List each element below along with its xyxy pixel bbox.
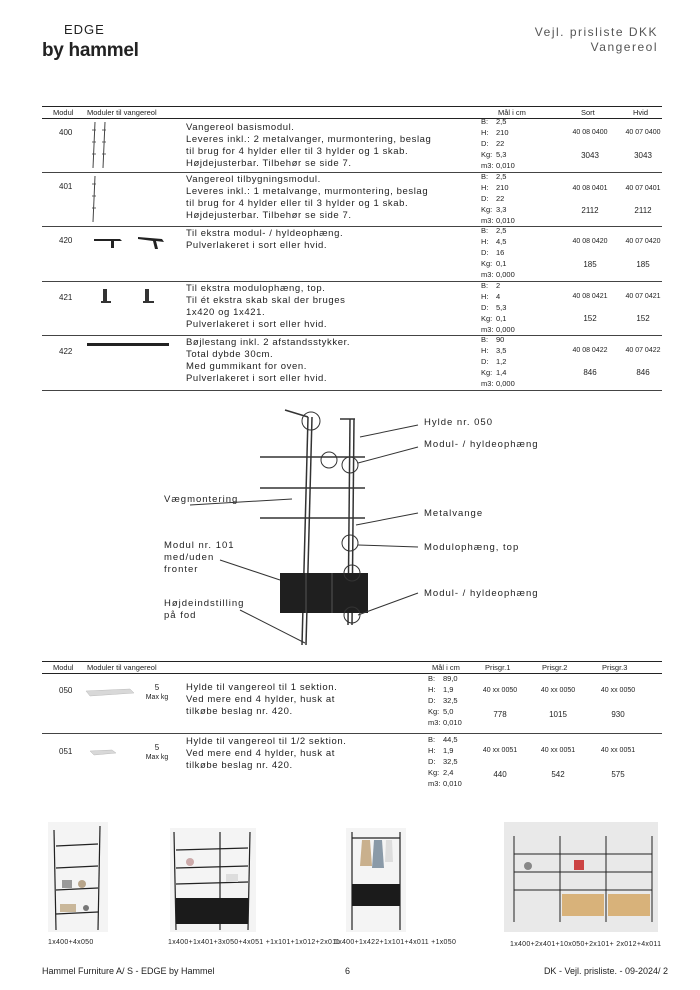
price-hvid: 185 — [636, 260, 650, 269]
photo-config-2 — [170, 828, 256, 932]
table-row — [42, 281, 662, 336]
modul-number: 051 — [59, 747, 73, 756]
max-kg-value: 5 — [154, 683, 160, 692]
table-row — [42, 335, 662, 391]
modul-number: 420 — [59, 236, 73, 245]
art-no-sort: 40 08 0400 — [572, 129, 608, 136]
col-modul: Modul — [53, 108, 74, 117]
label-modul-101: Modul nr. 101 med/uden fronter — [164, 540, 235, 575]
photo-caption-2: 1x400+1x401+3x050+4x051 +1x101+1x012+2x011 — [168, 939, 341, 946]
shelf-050-icon — [82, 687, 137, 701]
col-prisgr2: Prisgr.2 — [542, 663, 568, 672]
price-prisgr3: 930 — [611, 710, 625, 719]
col-sort: Sort — [581, 108, 595, 117]
table-row — [42, 172, 662, 227]
table-row — [42, 226, 662, 282]
modul-number: 421 — [59, 293, 73, 302]
col-moduler: Moduler til vangereol — [87, 108, 157, 117]
price-prisgr2: 542 — [551, 770, 565, 779]
col-prisgr3: Prisgr.3 — [602, 663, 628, 672]
col-hvid: Hvid — [633, 108, 649, 117]
art-no-sort: 40 08 0422 — [572, 347, 608, 354]
shelf-051-icon — [86, 747, 121, 759]
price-prisgr1: 440 — [493, 770, 507, 779]
modul-number: 050 — [59, 686, 73, 695]
brand-logo: by hammel — [42, 40, 139, 61]
modul-description: Vangereol basismodul. Leveres inkl.: 2 metalvanger, murmontering, beslag til brug for 4 hylder eller til 3 hylder og 1 skab. Højdejusterbar. Tilbehør se side 7. — [186, 122, 432, 169]
modul-number: 422 — [59, 347, 73, 356]
art-no-prisgr2: 40 xx 0051 — [540, 747, 576, 754]
modul-400-icon — [87, 120, 117, 170]
modul-number: 401 — [59, 182, 73, 191]
modul-dimensions: B: 2,5 H: 4,5 D: 16 Kg: 0,1 m3: 0,000 — [481, 226, 515, 279]
max-kg-label: Max kg — [145, 694, 169, 701]
modul-401-icon — [87, 174, 117, 224]
brand-edge: EDGE — [64, 22, 105, 37]
max-kg-label: Max kg — [145, 754, 169, 761]
art-no-hvid: 40 07 0400 — [625, 129, 661, 136]
col-mal: Mål i cm — [498, 108, 526, 117]
price-hvid: 3043 — [634, 151, 652, 160]
price-hvid: 846 — [636, 368, 650, 377]
price-prisgr3: 575 — [611, 770, 625, 779]
footer-company: Hammel Furniture A/ S - EDGE by Hammel — [42, 966, 215, 976]
modul-number: 400 — [59, 128, 73, 137]
art-no-hvid: 40 07 0421 — [625, 293, 661, 300]
modul-description: Til ekstra modul- / hyldeophæng. Pulverlakeret i sort eller hvid. — [186, 228, 344, 251]
modul-dimensions: B: 44,5 H: 1,9 D: 32,5 Kg: 2,4 m3: 0,010 — [428, 735, 462, 788]
photo-caption-1: 1x400+4x050 — [48, 939, 94, 946]
product-table-1 — [42, 106, 662, 391]
label-metalvange: Metalvange — [424, 508, 484, 519]
footer-doc-info: DK - Vejl. prisliste. - 09-2024/ 2 — [543, 966, 668, 976]
photo-config-1 — [48, 822, 108, 932]
art-no-prisgr3: 40 xx 0051 — [600, 747, 636, 754]
bracket-420-icon — [92, 234, 182, 254]
label-vaegmontering: Vægmontering — [164, 494, 239, 505]
price-sort: 3043 — [581, 151, 599, 160]
bracket-421-icon — [97, 287, 167, 307]
price-sort: 185 — [583, 260, 597, 269]
modul-description: Hylde til vangereol til 1 sektion. Ved mere end 4 hylder, husk at tilkøbe beslag nr. 420. — [186, 682, 338, 717]
header-subtitle: Vangereol — [590, 40, 658, 54]
photo-caption-4: 1x400+2x401+10x050+2x101+ 2x012+4x011 — [510, 941, 662, 948]
header-title: Vejl. prisliste DKK — [534, 25, 658, 39]
art-no-prisgr1: 40 xx 0050 — [482, 687, 518, 694]
table-row — [42, 118, 662, 173]
col-mal: Mål i cm — [432, 663, 460, 672]
art-no-hvid: 40 07 0422 — [625, 347, 661, 354]
label-modul-hyldeophaeng: Modul- / hyldeophæng — [424, 439, 539, 450]
modul-description: Vangereol tilbygningsmodul. Leveres inkl.: 1 metalvange, murmontering, beslag til brug for 4 hylder eller til 3 hylder og 1 skab. Højdejusterbar. Tilbehør se side 7. — [186, 174, 429, 221]
modul-description: Til ekstra modulophæng, top. Til ét ekstra skab skal der bruges 1x420 og 1x421. Pulverlakeret i sort eller hvid. — [186, 283, 346, 330]
modul-dimensions: B: 2,5 H: 210 D: 22 Kg: 3,3 m3: 0,010 — [481, 172, 515, 225]
art-no-prisgr1: 40 xx 0051 — [482, 747, 518, 754]
modul-dimensions: B: 2 H: 4 D: 5,3 Kg: 0,1 m3: 0,000 — [481, 281, 515, 334]
art-no-hvid: 40 07 0420 — [625, 238, 661, 245]
art-no-sort: 40 08 0420 — [572, 238, 608, 245]
photo-config-3 — [346, 828, 406, 932]
price-prisgr1: 778 — [493, 710, 507, 719]
col-prisgr1: Prisgr.1 — [485, 663, 511, 672]
art-no-hvid: 40 07 0401 — [625, 185, 661, 192]
label-hojdeindstilling: Højdeindstilling på fod — [164, 598, 245, 621]
col-moduler: Moduler til vangereol — [87, 663, 157, 672]
art-no-sort: 40 08 0421 — [572, 293, 608, 300]
price-sort: 152 — [583, 314, 597, 323]
modul-description: Bøjlestang inkl. 2 afstandsstykker. Total dybde 30cm. Med gummikant for oven. Pulverlakeret i sort eller hvid. — [186, 337, 351, 384]
table-row — [42, 733, 662, 795]
modul-dimensions: B: 89,0 H: 1,9 D: 32,5 Kg: 5,0 m3: 0,010 — [428, 674, 462, 727]
table-row — [42, 673, 662, 734]
art-no-prisgr2: 40 xx 0050 — [540, 687, 576, 694]
label-modulophaeng-top: Modulophæng, top — [424, 542, 520, 553]
price-hvid: 152 — [636, 314, 650, 323]
modul-description: Hylde til vangereol til 1/2 sektion. Ved mere end 4 hylder, husk at tilkøbe beslag nr. 420. — [186, 736, 347, 771]
price-sort: 2112 — [581, 206, 599, 215]
col-modul: Modul — [53, 663, 74, 672]
modul-dimensions: B: 2,5 H: 210 D: 22 Kg: 5,3 m3: 0,010 — [481, 117, 515, 170]
label-hylde: Hylde nr. 050 — [424, 417, 493, 428]
modul-dimensions: B: 90 H: 3,5 D: 1,2 Kg: 1,4 m3: 0,000 — [481, 335, 515, 388]
rod-422-icon — [87, 341, 177, 349]
art-no-prisgr3: 40 xx 0050 — [600, 687, 636, 694]
price-hvid: 2112 — [634, 206, 652, 215]
label-modul-hyldeophaeng-2: Modul- / hyldeophæng — [424, 588, 539, 599]
photo-caption-3: 1x400+1x422+1x101+4x011 +1x050 — [334, 939, 457, 946]
price-sort: 846 — [583, 368, 597, 377]
photo-config-4 — [504, 822, 658, 932]
art-no-sort: 40 08 0401 — [572, 185, 608, 192]
max-kg-value: 5 — [154, 743, 160, 752]
price-prisgr2: 1015 — [549, 710, 567, 719]
product-table-2 — [42, 661, 662, 796]
page-number: 6 — [345, 966, 351, 976]
